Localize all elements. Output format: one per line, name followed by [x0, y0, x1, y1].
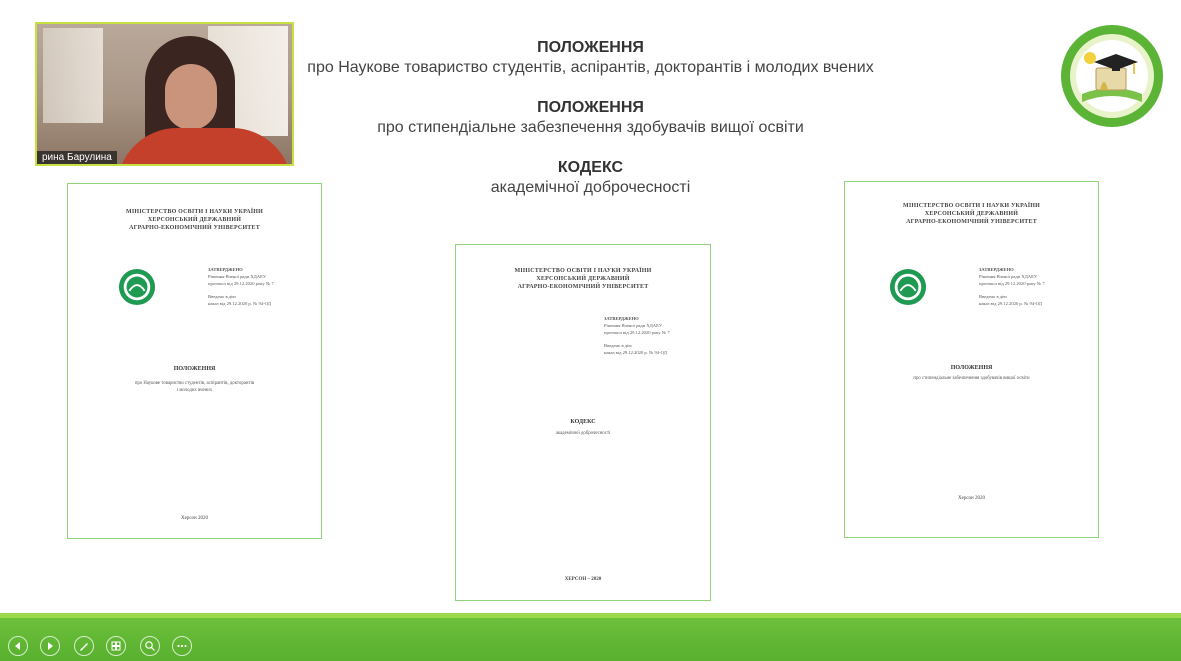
header-line: АГРАРНО-ЕКОНОМІЧНИЙ УНІВЕРСИТЕТ [517, 284, 649, 290]
pen-tool-button[interactable] [74, 636, 94, 656]
approval-line: Рішення Вченої ради ХДАЕУ [979, 274, 1038, 279]
approval-line: наказ від 29.12.2020 р. № 94-ОД [979, 301, 1042, 306]
document-subtitle [456, 430, 710, 437]
heading-subtitle: про стипендіальне забезпечення здобувачів вищої освіти [377, 119, 804, 136]
next-slide-button[interactable] [40, 636, 60, 656]
document-title: ПОЛОЖЕННЯ [173, 366, 216, 372]
approval-line: наказ від 29.12.2020 р. № 94-ОД [604, 350, 667, 355]
more-options-icon [176, 640, 188, 652]
approval-line: наказ від 29.12.2020 р. № 94-ОД [208, 301, 271, 306]
subtitle-line: про Наукове товариство студентів, аспірантів, докторантів [134, 381, 255, 386]
pen-icon [78, 640, 90, 652]
more-options-button[interactable] [172, 636, 192, 656]
approval-line: протокол від 29.12.2020 року № 7 [604, 330, 670, 335]
heading-title: КОДЕКС [557, 159, 624, 176]
document-header [845, 202, 1098, 226]
subtitle-line: академічної доброчесності [555, 431, 611, 436]
header-line: МІНІСТЕРСТВО ОСВІТИ І НАУКИ УКРАЇНИ [902, 203, 1041, 209]
approval-line: Введено в дію [979, 294, 1007, 299]
header-line: ХЕРСОНСЬКИЙ ДЕРЖАВНИЙ [147, 217, 242, 223]
university-seal-icon [889, 268, 927, 306]
document-page [67, 183, 322, 539]
zoom-icon [144, 640, 156, 652]
approval-block [208, 266, 274, 307]
header-line: ХЕРСОНСЬКИЙ ДЕРЖАВНИЙ [924, 211, 1019, 217]
approval-line: ЗАТВЕРДЖЕНО [208, 267, 243, 272]
heading-1 [0, 38, 1181, 78]
document-header [456, 267, 710, 291]
approval-line: Введено в дію [604, 343, 632, 348]
approval-line: протокол від 29.12.2020 року № 7 [979, 281, 1045, 286]
document-title: КОДЕКС [570, 419, 596, 425]
heading-title: ПОЛОЖЕННЯ [537, 99, 644, 116]
document-title: ПОЛОЖЕННЯ [950, 365, 993, 371]
approval-block [979, 266, 1045, 307]
approval-line: протокол від 29.12.2020 року № 7 [208, 281, 274, 286]
document-city-year: Херсон 2020 [958, 496, 985, 501]
document-header [68, 208, 321, 232]
header-line: МІНІСТЕРСТВО ОСВІТИ І НАУКИ УКРАЇНИ [514, 268, 652, 274]
document-subtitle [845, 375, 1098, 382]
approval-line: Рішення Вченої ради ХДАЕУ [604, 323, 663, 328]
document-city-year: Херсон 2020 [181, 516, 208, 521]
see-all-slides-button[interactable] [106, 636, 126, 656]
document-subtitle [68, 380, 321, 394]
document-city-year: ХЕРСОН – 2020 [564, 577, 602, 582]
university-seal-icon [118, 268, 156, 306]
approval-line: ЗАТВЕРДЖЕНО [979, 267, 1014, 272]
heading-subtitle: про Наукове товариство студентів, аспірантів, докторантів і молодих вчених [307, 59, 874, 76]
zoom-button[interactable] [140, 636, 160, 656]
header-line: ХЕРСОНСЬКИЙ ДЕРЖАВНИЙ [536, 276, 630, 282]
previous-slide-icon [12, 640, 24, 652]
header-line: АГРАРНО-ЕКОНОМІЧНИЙ УНІВЕРСИТЕТ [129, 225, 260, 231]
approval-line: Введено в дію [208, 294, 236, 299]
approval-block [604, 315, 670, 356]
approval-line: ЗАТВЕРДЖЕНО [604, 316, 639, 321]
heading-subtitle: академічної доброчесності [490, 179, 691, 196]
document-page [455, 244, 711, 601]
heading-2 [0, 98, 1181, 138]
header-line: АГРАРНО-ЕКОНОМІЧНИЙ УНІВЕРСИТЕТ [906, 219, 1037, 225]
heading-title: ПОЛОЖЕННЯ [537, 39, 644, 56]
header-line: МІНІСТЕРСТВО ОСВІТИ І НАУКИ УКРАЇНИ [125, 209, 264, 215]
previous-slide-button[interactable] [8, 636, 28, 656]
document-page [844, 181, 1099, 538]
next-slide-icon [44, 640, 56, 652]
approval-line: Рішення Вченої ради ХДАЕУ [208, 274, 267, 279]
participant-name: рина Барулина [37, 151, 117, 164]
university-emblem-icon [1060, 24, 1164, 128]
slides-grid-icon [110, 640, 122, 652]
subtitle-line: про стипендіальне забезпечення здобувачів вищої освіти [913, 376, 1030, 381]
subtitle-line: і молодих вчених [176, 388, 213, 393]
